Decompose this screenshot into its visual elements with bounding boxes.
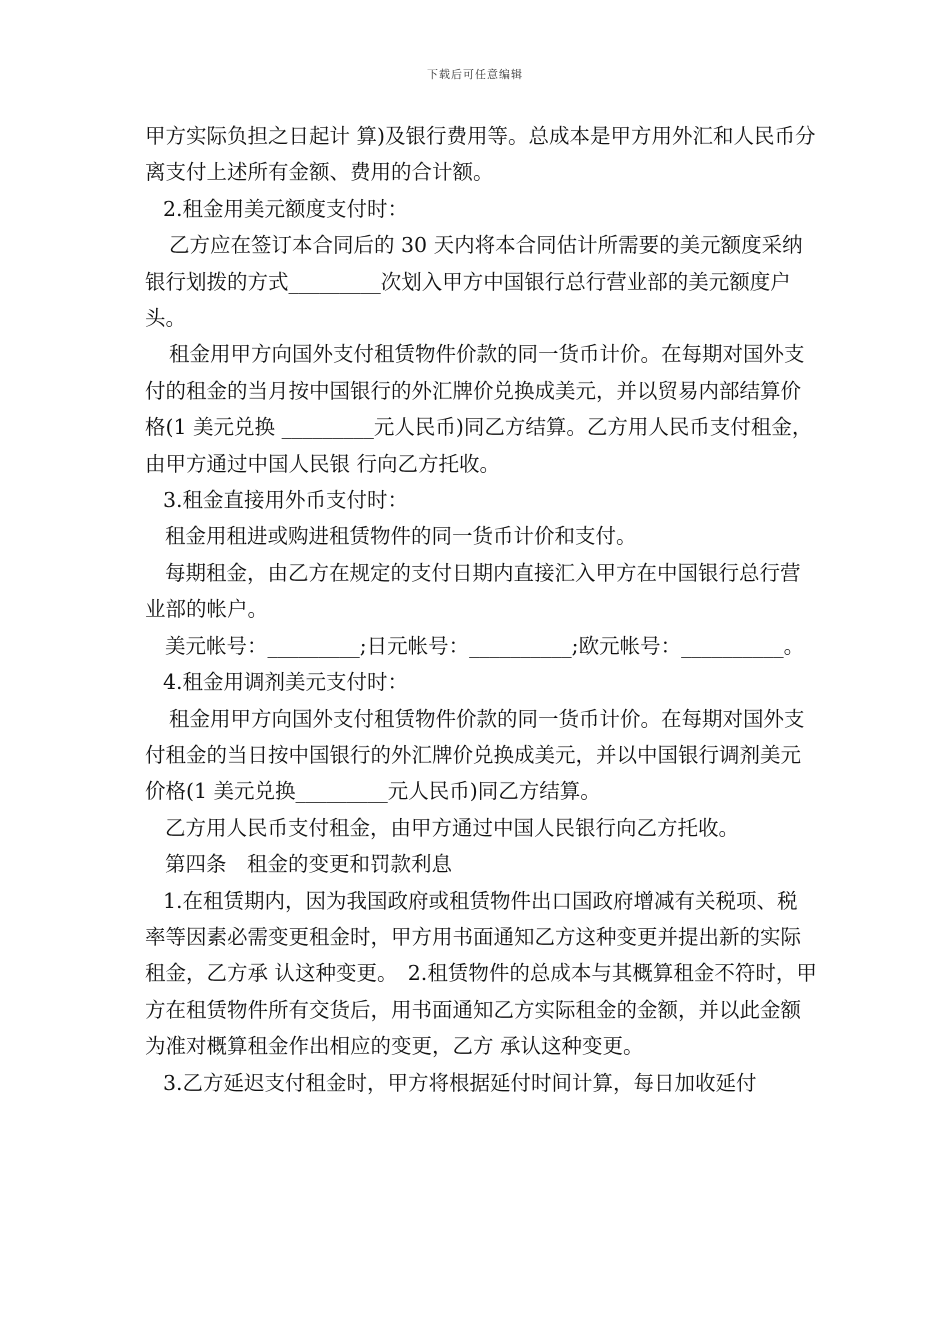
- paragraph-swap-usd-pricing: 租金用甲方向国外支付租赁物件价款的同一货币计价。在每期对国外支付租金的当日按中国银行的外汇牌价兑换成美元，并以中国银行调剂美元价格(1 美元兑换_________元人民币)同乙方结算。: [145, 706, 805, 804]
- heading-usd-quota-payment: 2.租金用美元额度支付时：: [163, 196, 409, 221]
- page-header: 下载后可任意编辑: [427, 68, 523, 81]
- paragraph-rent-pricing: 租金用甲方向国外支付租赁物件价款的同一货币计价。在每期对国外支付的租金的当月按中国银行的外汇牌价兑换成美元，并以贸易内部结算价格(1 美元兑换 _________元人民币)同乙方结算。乙方用人民币支付租金，由甲方通过中国人民银 行向乙方托收。: [145, 342, 813, 476]
- heading-foreign-currency-payment: 3.租金直接用外币支付时：: [163, 488, 409, 513]
- paragraph-total-cost: 甲方实际负担之日起计 算)及银行费用等。总成本是甲方用外汇和人民币分离支付上述所有金额、费用的合计额。: [145, 124, 816, 185]
- paragraph-late-payment: 3.乙方延迟支付租金时，甲方将根据延付时间计算，每日加收延付: [163, 1070, 757, 1095]
- document-body: [145, 118, 817, 1101]
- paragraph-remit-account: 每期租金，由乙方在规定的支付日期内直接汇入甲方在中国银行总行营业部的帐户。: [145, 560, 801, 622]
- heading-swap-usd-payment: 4.租金用调剂美元支付时：: [163, 670, 409, 695]
- paragraph-account-numbers: 美元帐号：_________;日元帐号：__________;欧元帐号：__________。: [165, 633, 805, 658]
- paragraph-rent-change: 1.在租赁期内，因为我国政府或租赁物件出口国政府增减有关税项、税率等因素必需变更租金时，甲方用书面通知乙方这种变更并提出新的实际租金，乙方承 认这种变更。 2.租赁物件的总成本与其概算租金不符时，甲方在租赁物件所有交货后，用书面通知乙方实际租金的金额，并以此金额为准对概算租金作出相应的变更，乙方 承认这种变更。: [145, 888, 817, 1059]
- paragraph-usd-quota-transfer: 乙方应在签订本合同后的 30 天内将本合同估计所需要的美元额度采纳银行划拨的方式_________次划入甲方中国银行总行营业部的美元额度户头。: [145, 233, 803, 331]
- paragraph-rmb-collection: 乙方用人民币支付租金，由甲方通过中国人民银行向乙方托收。: [165, 815, 739, 840]
- article-four-heading: 第四条 租金的变更和罚款利息: [165, 852, 452, 877]
- paragraph-same-currency: 租金用租进或购进租赁物件的同一货币计价和支付。: [165, 524, 637, 549]
